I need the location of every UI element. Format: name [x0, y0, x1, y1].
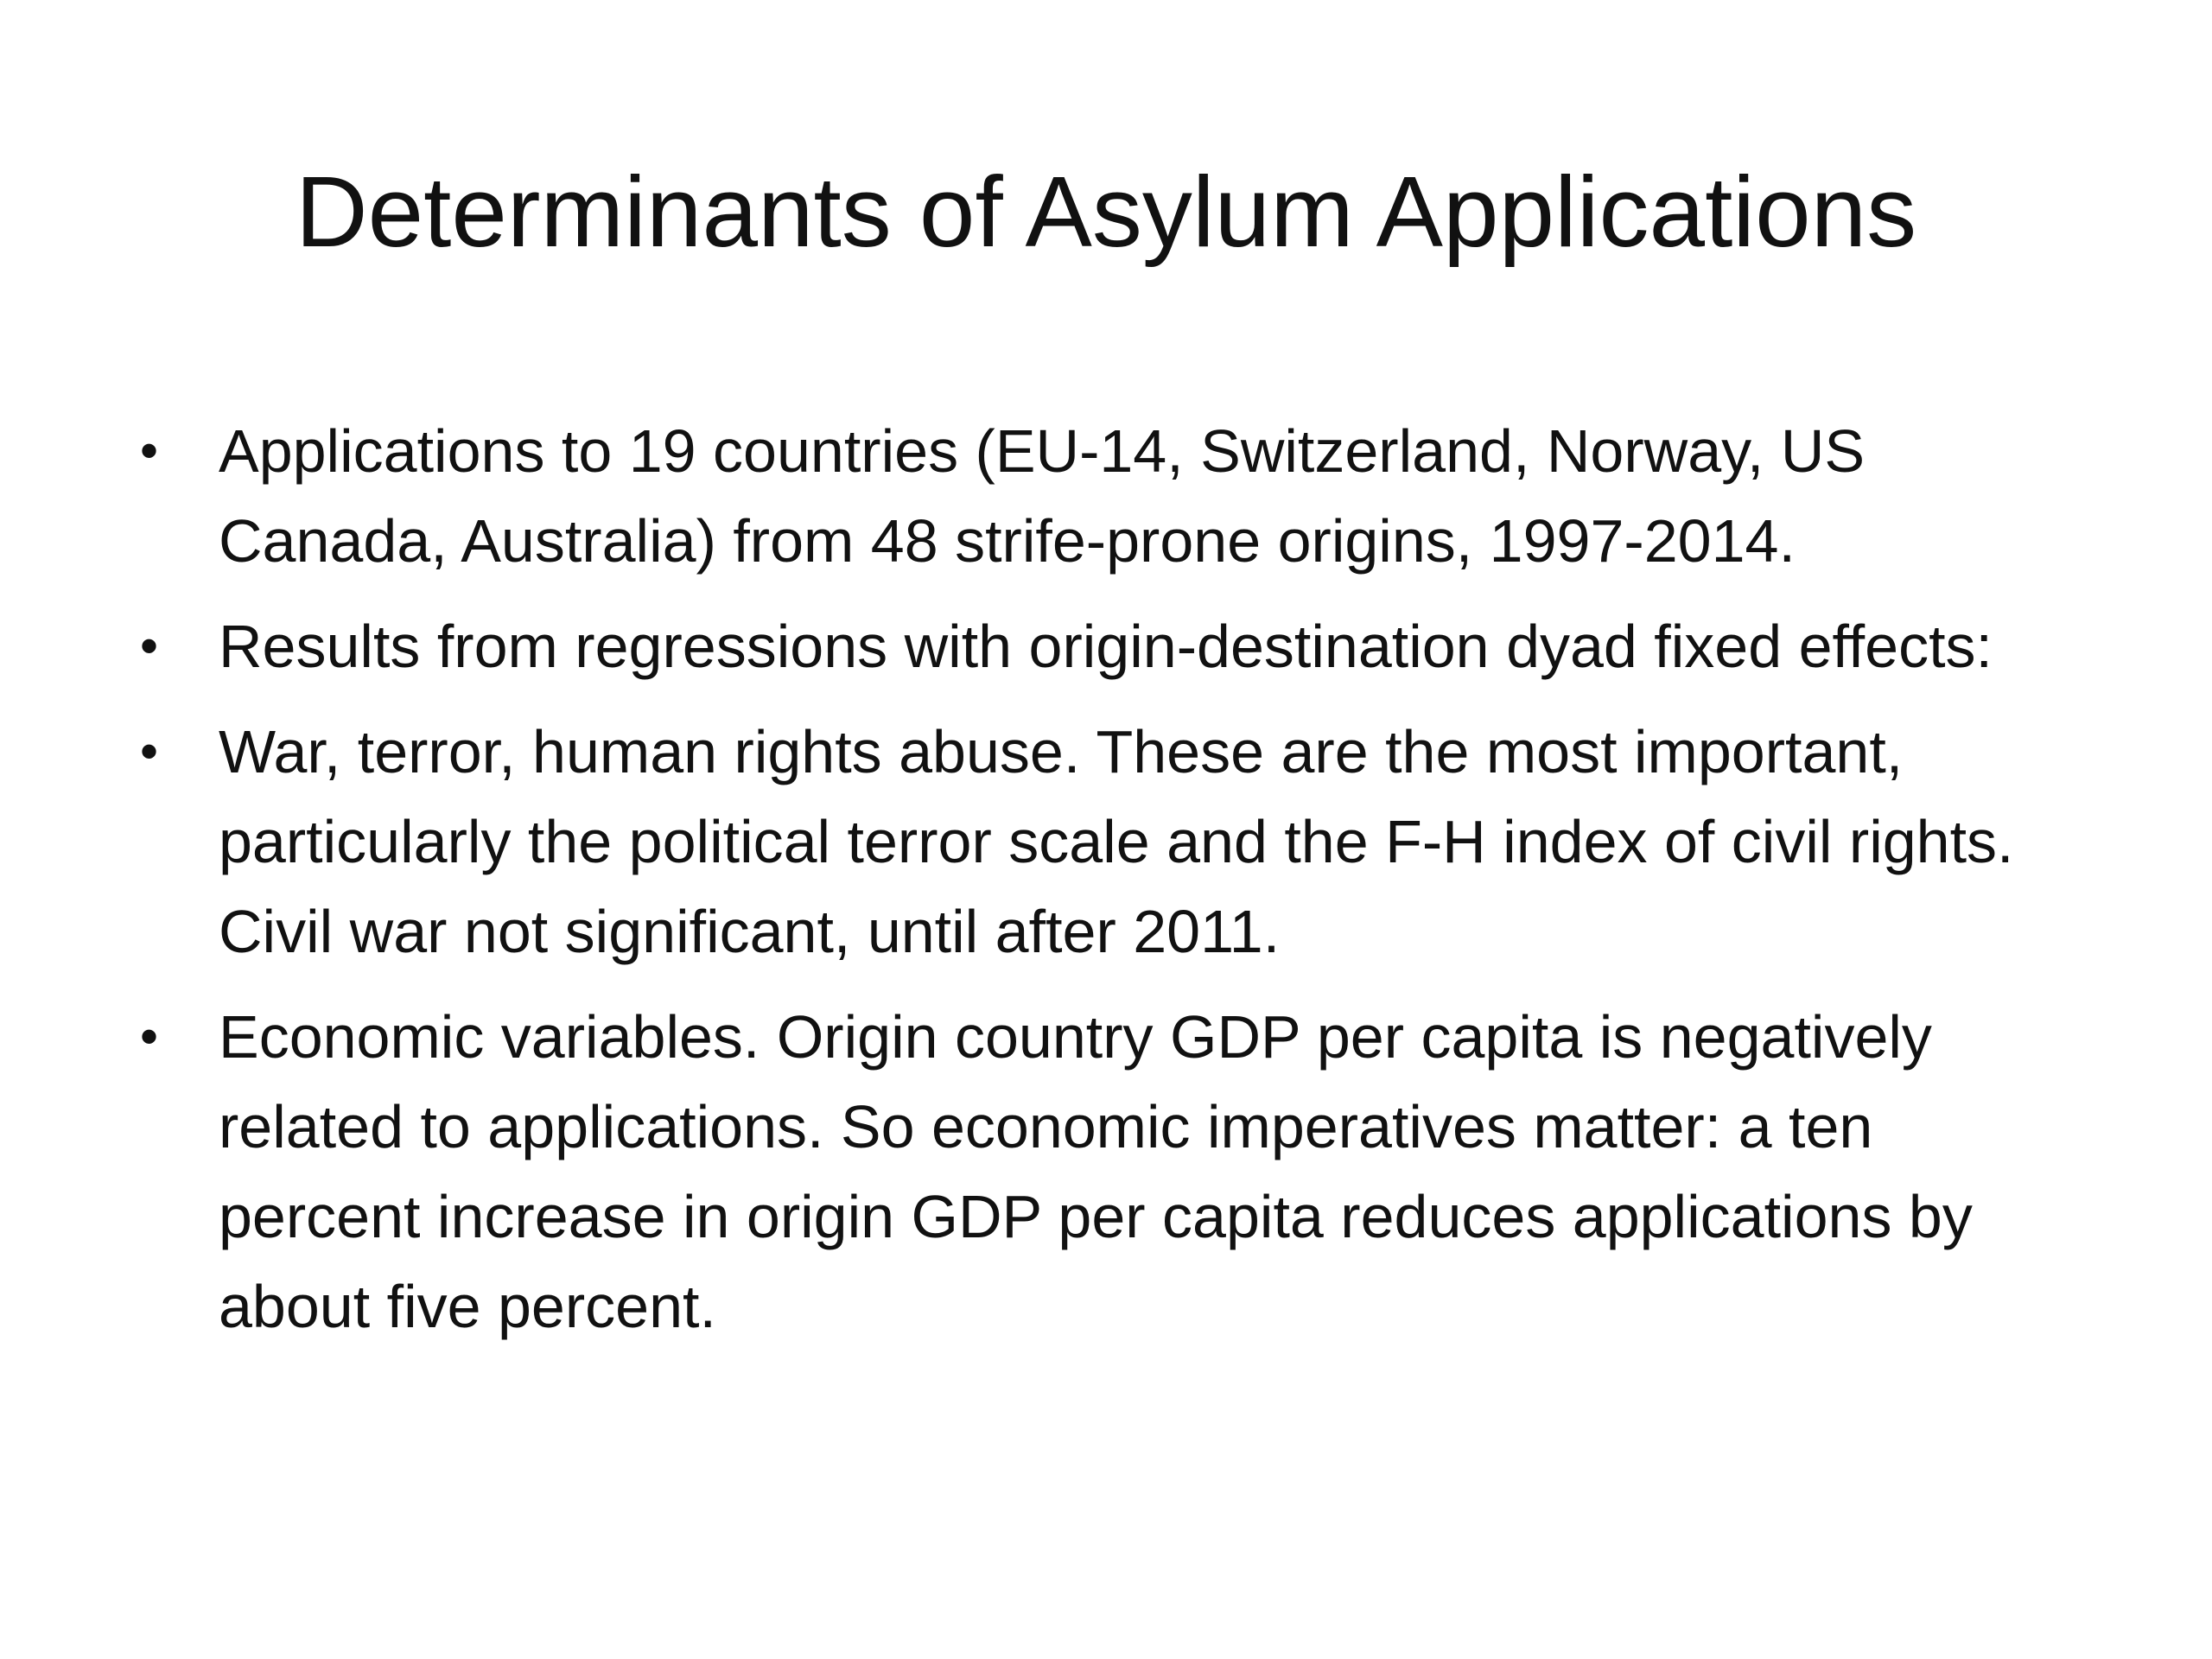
bullet-item-4 — [130, 992, 2082, 1351]
bullet-list — [130, 406, 2082, 1367]
bullet-marker: • — [140, 1007, 159, 1065]
bullet-text-2: Results from regressions with origin-destination dyad fixed effects: — [219, 613, 1993, 680]
bullet-marker: • — [140, 422, 159, 480]
slide-title: Determinants of Asylum Applications — [295, 156, 1917, 268]
bullet-text-3: War, terror, human rights abuse. These are the most important, particularly the political terror scale and the F-H index of civil rights. Civil war not significant, until after 2011. — [219, 718, 2014, 965]
bullet-text-4: Economic variables. Origin country GDP per capita is negatively related to applications. So economic imperatives matter: a ten percent increase in origin GDP per capita reduces applications by about five percent. — [219, 1003, 1973, 1340]
bullet-marker: • — [140, 722, 159, 780]
bullet-text-1: Applications to 19 countries (EU-14, Switzerland, Norway, US Canada, Australia) from 48 strife-prone origins, 1997-2014. — [219, 417, 1866, 575]
bullet-item-1 — [130, 406, 2082, 586]
bullet-marker: • — [140, 617, 159, 675]
bullet-item-2 — [130, 601, 2082, 691]
bullet-item-3 — [130, 707, 2082, 976]
